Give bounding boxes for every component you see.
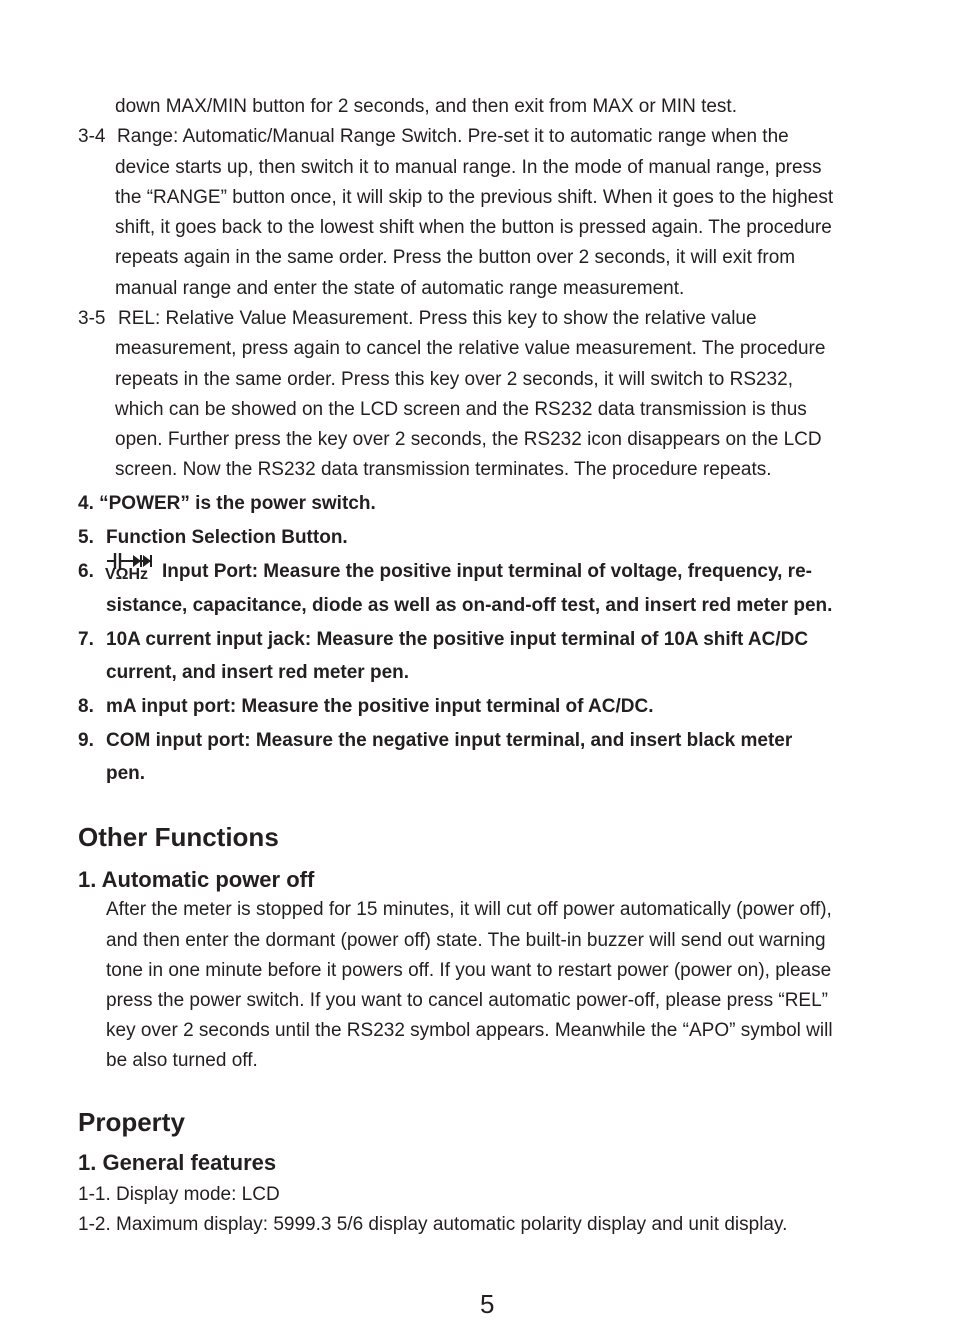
item-3-4-line-5: repeats again in the same order. Press the button over 2 seconds, it will exit from bbox=[115, 247, 796, 268]
auto-power-off-line-1: After the meter is stopped for 15 minutes, it will cut off power automatically (power off), bbox=[106, 899, 832, 920]
item-3-4-line-6: manual range and enter the state of automatic range measurement. bbox=[115, 278, 685, 299]
item-8-number: 8. bbox=[78, 696, 94, 717]
item-3-4-line-4: shift, it goes back to the lowest shift when the button is pressed again. The procedure bbox=[115, 217, 832, 238]
feature-1-1: 1-1. Display mode: LCD bbox=[78, 1184, 280, 1205]
item-3-5-line-6: screen. Now the RS232 data transmission terminates. The procedure repeats. bbox=[115, 459, 772, 480]
auto-power-off-line-5: key over 2 seconds until the RS232 symbol appears. Meanwhile the “APO” symbol will bbox=[106, 1020, 833, 1041]
item-6-line-2: sistance, capacitance, diode as well as on-and-off test, and insert red meter pen. bbox=[106, 595, 833, 616]
auto-power-off-heading: 1. Automatic power off bbox=[78, 867, 315, 892]
item-3-4-line-3: the “RANGE” button once, it will skip to the previous shift. When it goes to the highest bbox=[115, 187, 834, 208]
other-functions-heading: Other Functions bbox=[78, 822, 279, 852]
input-terminal-symbol-icon bbox=[105, 551, 159, 587]
auto-power-off-line-3: tone in one minute before it powers off. If you want to restart power (power on), please bbox=[106, 960, 832, 981]
item-3-5-line-2: measurement, press again to cancel the relative value measurement. The procedure bbox=[115, 338, 826, 359]
item-6-line-1: Input Port: Measure the positive input terminal of voltage, frequency, re- bbox=[162, 561, 812, 582]
item-8-text: mA input port: Measure the positive input terminal of AC/DC. bbox=[106, 696, 654, 717]
auto-power-off-line-2: and then enter the dormant (power off) state. The built-in buzzer will send out warning bbox=[106, 930, 826, 951]
item-7-line-1: 10A current input jack: Measure the positive input terminal of 10A shift AC/DC bbox=[106, 629, 809, 650]
item-5-text: Function Selection Button. bbox=[106, 527, 348, 548]
item-3-5-number: 3-5 bbox=[78, 308, 106, 329]
property-heading: Property bbox=[78, 1107, 185, 1137]
vohz-label: VΩHz bbox=[105, 566, 149, 583]
item-3-4-number: 3-4 bbox=[78, 126, 106, 147]
page-number: 5 bbox=[480, 1289, 495, 1319]
item-3-5-line-5: open. Further press the key over 2 seconds, the RS232 icon disappears on the LCD bbox=[115, 429, 822, 450]
item-3-5-line-4: which can be showed on the LCD screen and the RS232 data transmission is thus bbox=[115, 399, 807, 420]
item-4: 4. “POWER” is the power switch. bbox=[78, 493, 376, 514]
item-3-5-line-1: REL: Relative Value Measurement. Press this key to show the relative value bbox=[118, 308, 757, 329]
general-features-heading: 1. General features bbox=[78, 1150, 277, 1175]
item-9-number: 9. bbox=[78, 730, 94, 751]
item-3-4-line-1: Range: Automatic/Manual Range Switch. Pre-set it to automatic range when the bbox=[117, 126, 789, 147]
item-3-5-line-3: repeats in the same order. Press this key over 2 seconds, it will switch to RS232, bbox=[115, 369, 793, 390]
item-7-number: 7. bbox=[78, 629, 94, 650]
item-6-number: 6. bbox=[78, 561, 94, 582]
item-3-4-line-2: device starts up, then switch it to manual range. In the mode of manual range, press bbox=[115, 157, 822, 178]
auto-power-off-line-4: press the power switch. If you want to cancel automatic power-off, please press “REL” bbox=[106, 990, 828, 1011]
item-9-line-1: COM input port: Measure the negative input terminal, and insert black meter bbox=[106, 730, 793, 751]
item-9-line-2: pen. bbox=[106, 763, 146, 784]
feature-1-2: 1-2. Maximum display: 5999.3 5/6 display automatic polarity display and unit display. bbox=[78, 1214, 788, 1235]
continuation-line: down MAX/MIN button for 2 seconds, and then exit from MAX or MIN test. bbox=[115, 96, 737, 117]
item-7-line-2: current, and insert red meter pen. bbox=[106, 662, 410, 683]
auto-power-off-line-6: be also turned off. bbox=[106, 1050, 258, 1071]
item-5-number: 5. bbox=[78, 527, 94, 548]
